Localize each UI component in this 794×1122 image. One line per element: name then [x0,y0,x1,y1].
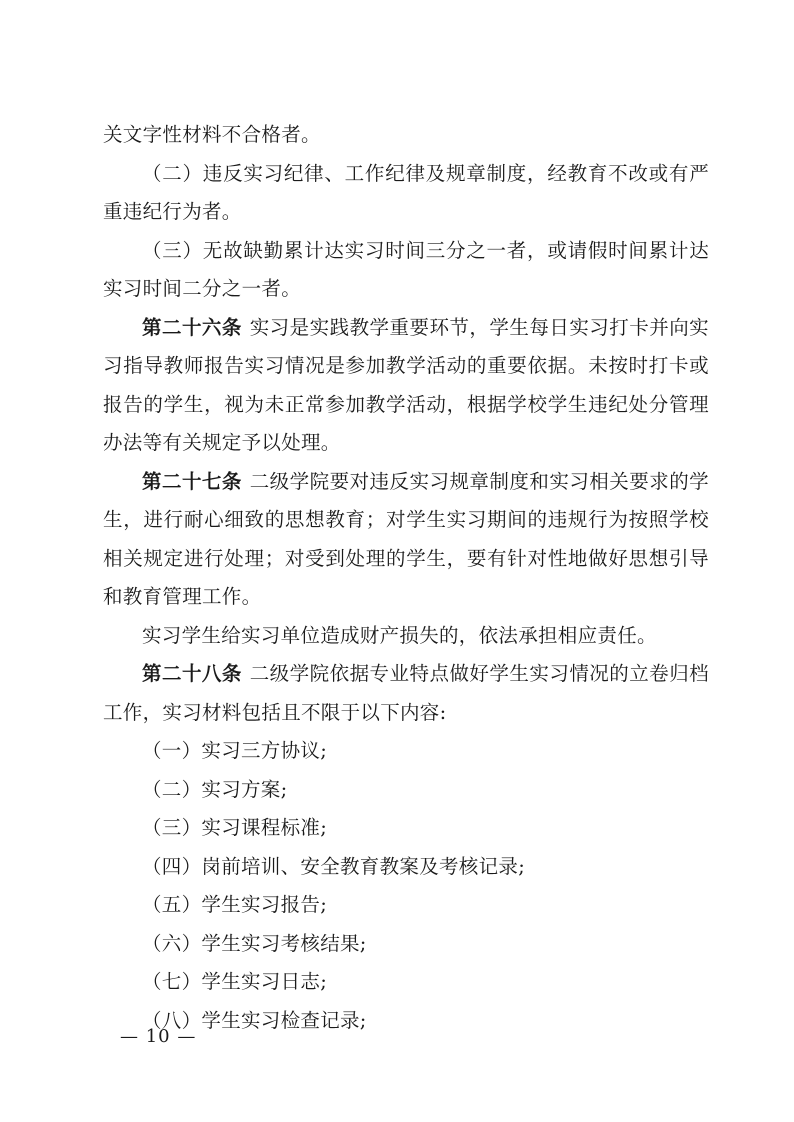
article-number: 第二十七条 [142,469,242,493]
article-text: 二级学院要对违反实习规章制度和实习相关要求的学生，进行耐心细致的思想教育；对学生实习期间的违规行为按照学校相关规定进行处理；对受到处理的学生，要有针对性地做好思想引导和教育管理工作。 [103,469,709,608]
list-item-3: （三）无故缺勤累计达实习时间三分之一者，或请假时间累计达实习时间二分之一者。 [103,238,709,300]
article-number: 第二十八条 [142,662,242,685]
article-28 [103,655,709,732]
material-item-6: （六）学生实习考核结果; [142,931,367,955]
paragraph-liability: 实习学生给实习单位造成财产损失的，依法承担相应责任。 [142,623,657,647]
material-item-8: （八）学生实习检查记录; [142,1008,367,1032]
article-27 [103,463,709,617]
material-item-1: （一）实习三方协议; [142,739,328,762]
list-item-2: （二）违反实习纪律、工作纪律及规章制度，经教育不改或有严重违纪行为者。 [103,161,709,223]
material-item-3: （三）实习课程标准; [142,816,328,839]
material-item-4: （四）岗前培训、安全教育教案及考核记录; [142,854,526,878]
material-item-5: （五）学生实习报告; [142,893,328,916]
page-number: — 10 — [120,1026,197,1047]
material-item-2: （二）实习方案; [142,777,288,801]
article-26 [103,309,709,463]
article-text: 实习是实践教学重要环节，学生每日实习打卡并向实习指导教师报告实习情况是参加教学活动的重要依据。未按时打卡或报告的学生，视为未正常参加教学活动，根据学校学生违纪处分管理办法等有关规定予以处理。 [103,315,709,454]
material-item-7: （七）学生实习日志; [142,970,328,993]
paragraph-continuation: 关文字性材料不合格者。 [103,123,321,146]
article-text: 二级学院依据专业特点做好学生实习情况的立卷归档工作，实习材料包括且不限于以下内容: [103,662,709,724]
document-body [103,116,709,1040]
article-number: 第二十六条 [142,315,242,339]
